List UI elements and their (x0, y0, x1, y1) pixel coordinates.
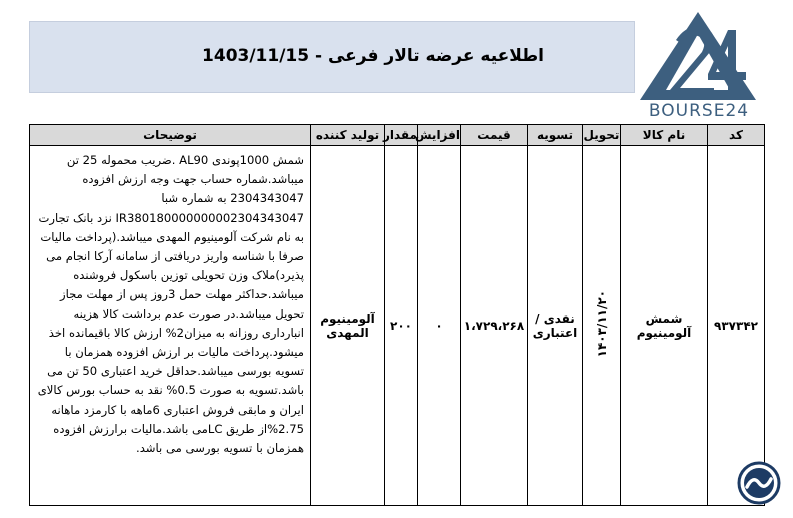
col-product: نام کالا (621, 125, 708, 146)
offer-table (29, 124, 765, 506)
col-description: توضیحات (30, 125, 311, 146)
col-quantity: مقدار (385, 125, 418, 146)
cell-quantity: ۲۰۰ (385, 146, 418, 506)
bourse24-logo (636, 10, 762, 120)
cell-settlement: نقدی / اعتباری (528, 146, 583, 506)
cell-price: ۱،۷۲۹،۲۶۸ (461, 146, 528, 506)
cell-product: شمش آلومینیوم (621, 146, 708, 506)
delivery-date: ۱۴۰۳/۱۱/۲۰ (594, 290, 609, 358)
col-code: کد (708, 125, 765, 146)
col-price: قیمت (461, 125, 528, 146)
col-increase: افزایش (418, 125, 461, 146)
table-row (30, 146, 765, 506)
cell-producer: آلومینیوم المهدی (311, 146, 385, 506)
col-settlement: تسویه (528, 125, 583, 146)
watermark-icon (737, 461, 781, 505)
page-title: اطلاعیه عرضه تالار فرعی - 1403/11/15 (202, 46, 544, 66)
cell-code: ۹۳۷۳۴۲ (708, 146, 765, 506)
table-header (30, 125, 765, 146)
col-producer: تولید کننده (311, 125, 385, 146)
cell-delivery (583, 146, 621, 506)
title-banner (29, 21, 635, 93)
logo-text: BOURSE24 (648, 101, 750, 120)
cell-description: شمش 1000پوندی AL90 .ضریب محموله 25 تن میباشد.شماره حساب جهت وجه ارزش افزوده 2304343047 به شماره شبا IR380180000000002304343047 نزد بانک تجارت به نام شرکت آلومینیوم المهدی میباشد.(پرداخت مالیات صرفا با شناسه واریز دریافتی از سامانه آرکا انجام می پذیرد)ملاک وزن تحویلی توزین باسکول فروشنده میباشد.حداکثر مهلت حمل 3روز پس از مهلت مجاز تحویل میباشد.در صورت عدم برداشت کالا هزینه انبارداری روزانه به میزان2% ارزش کالا باقیمانده اخذ میشود.پرداخت مالیات بر ارزش افزوده همزمان با تسویه بورسی میباشد.حداقل خرید اعتباری 50 تن می باشد.تسویه به صورت 0.5% نقد به حساب بورس کالای ایران و مابقی فروش اعتباری 6ماهه با کارمزد ماهانه 2.75%از طریق LCمی باشد.مالیات برارزش افزوده همزمان با تسویه بورسی می باشد. (30, 146, 311, 506)
col-delivery: تحویل (583, 125, 621, 146)
cell-increase: ۰ (418, 146, 461, 506)
